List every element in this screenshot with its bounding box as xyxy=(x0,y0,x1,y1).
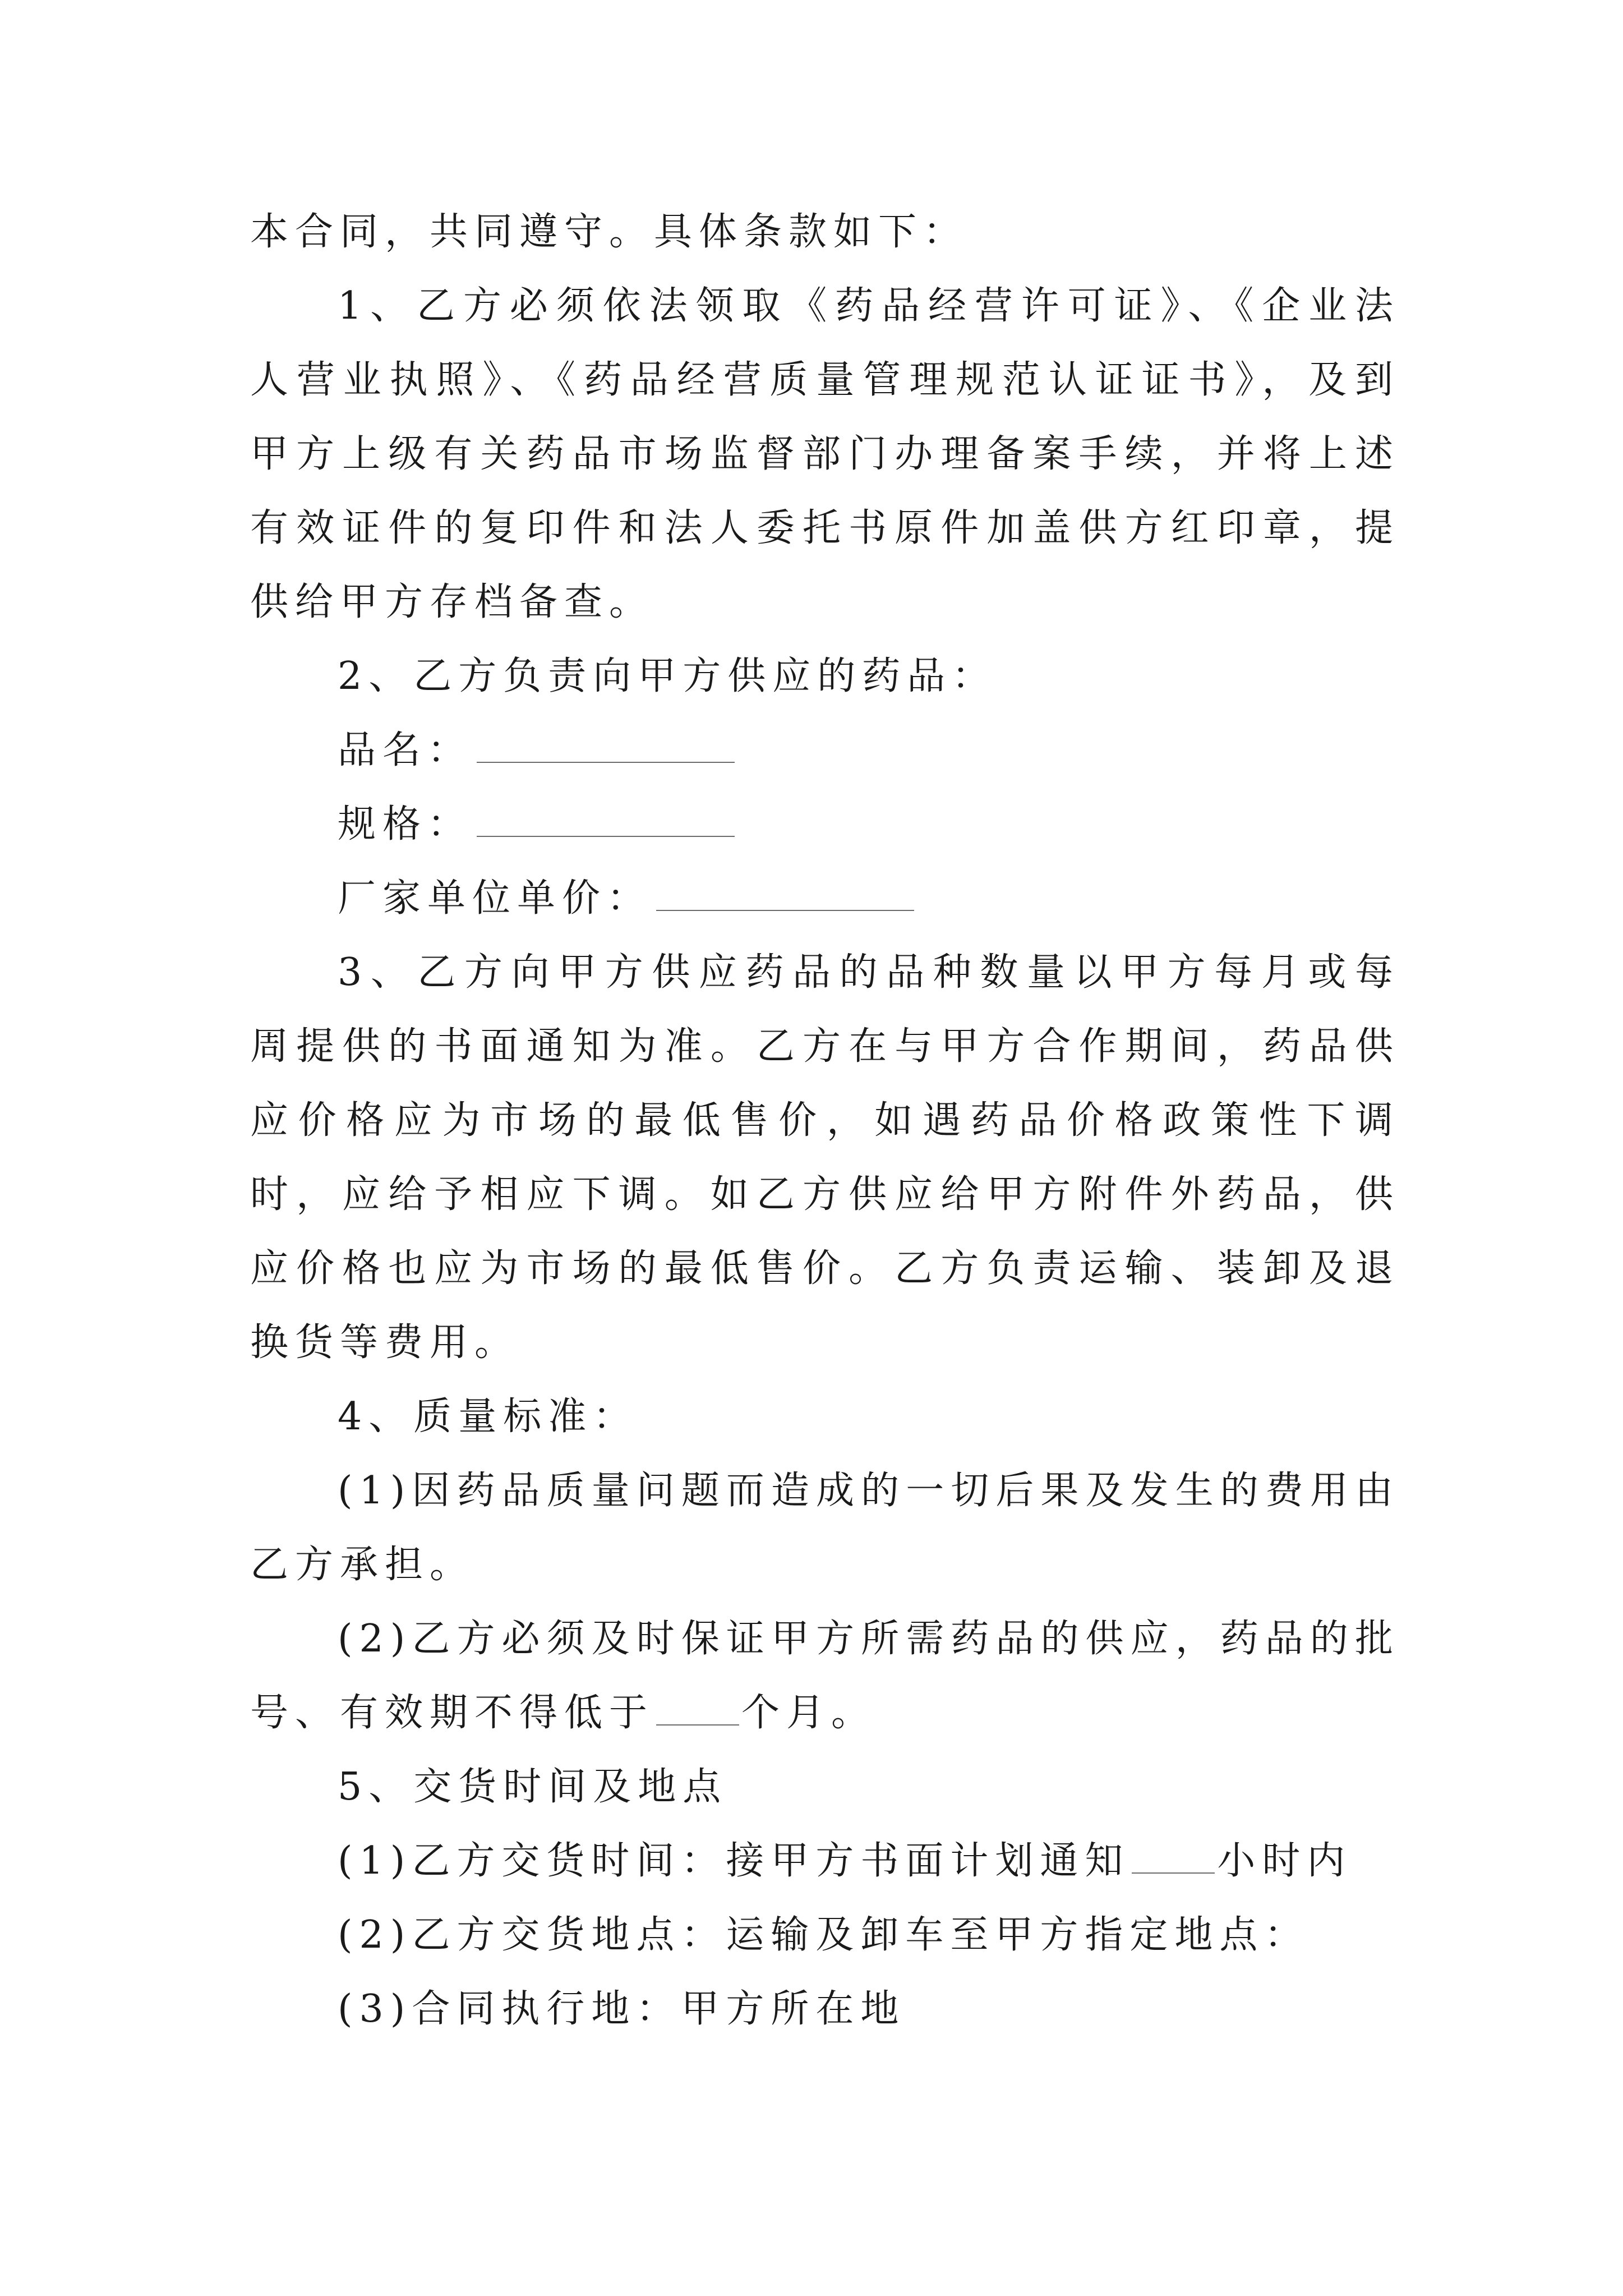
manufacturer-price-blank xyxy=(656,876,914,911)
clause-5-2: (2)乙方交货地点：运输及卸车至甲方指定地点： xyxy=(338,1913,1310,1957)
clause-1: 1、乙方必须依法领取《药品经营许可证》、《企业法人营业执照》、《药品经营质量管理规范认证证书》，及到甲方上级有关药品市场监督部门办理备案手续，并将上述有效证件的复印件和法人委托书原件加盖供方红印章，提供给甲方存档备查。 xyxy=(250,284,1400,624)
spec-blank xyxy=(477,802,735,837)
intro-line: 本合同，共同遵守。具体条款如下： xyxy=(250,210,969,254)
manufacturer-price-field xyxy=(250,862,1400,936)
clause-5-1-text: (1)乙方交货时间：接甲方书面计划通知 xyxy=(338,1839,1130,1883)
clause-2: 2、乙方负责向甲方供应的药品： xyxy=(338,654,997,698)
clause-4-2-suffix: 个月。 xyxy=(741,1691,877,1735)
manufacturer-price-label: 厂家单位单价： xyxy=(338,876,652,921)
delivery-hours-blank xyxy=(1132,1839,1215,1874)
product-name-blank xyxy=(477,728,735,763)
contract-body xyxy=(250,195,1400,2046)
product-name-field xyxy=(250,714,1400,788)
clause-3: 3、乙方向甲方供应药品的品种数量以甲方每月或每周提供的书面通知为准。乙方在与甲方合作期间，药品供应价格应为市场的最低售价，如遇药品价格政策性下调时，应给予相应下调。如乙方供应给甲方附件外药品，供应价格也应为市场的最低售价。乙方负责运输、装卸及退换货等费用。 xyxy=(250,950,1400,1365)
product-name-label: 品名： xyxy=(338,728,473,772)
clause-5-1 xyxy=(250,1824,1400,1898)
spec-label: 规格： xyxy=(338,802,473,846)
shelf-life-months-blank xyxy=(656,1691,739,1726)
clause-4-2-text: (2)乙方必须及时保证甲方所需药品的供应，药品的批号、有效期不得低于 xyxy=(250,1617,1400,1735)
clause-5: 5、交货时间及地点 xyxy=(338,1765,728,1809)
clause-5-1-suffix: 小时内 xyxy=(1217,1839,1352,1883)
clause-4-1: (1)因药品质量问题而造成的一切后果及发生的费用由乙方承担。 xyxy=(250,1469,1400,1587)
clause-4: 4、质量标准： xyxy=(338,1395,638,1439)
spec-field xyxy=(250,788,1400,862)
clause-5-3: (3)合同执行地：甲方所在地 xyxy=(338,1987,906,2031)
clause-4-2 xyxy=(250,1602,1400,1750)
